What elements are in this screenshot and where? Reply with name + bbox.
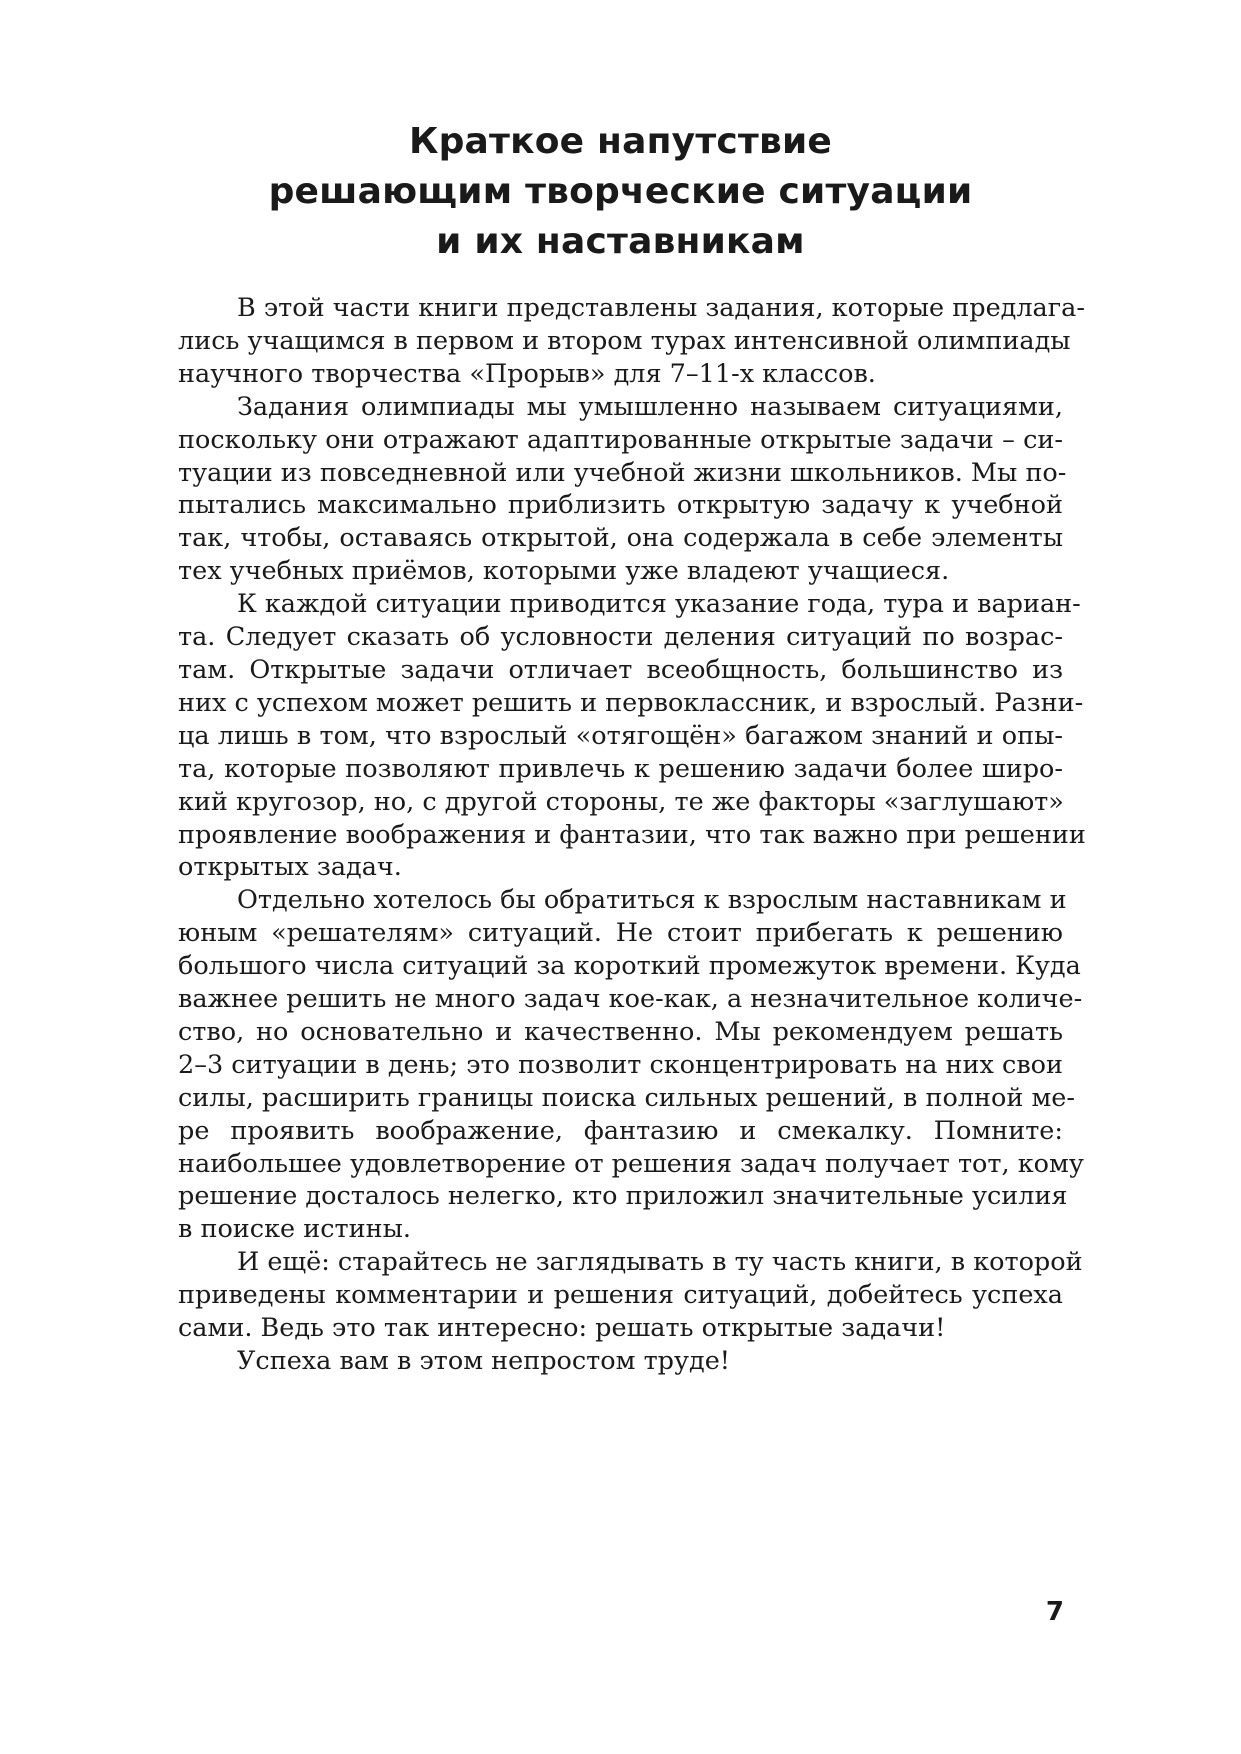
- text-line: поскольку они отражают адаптированные открытые задачи – си-: [178, 424, 1063, 455]
- text-line: В этой части книги представлены задания, которые предлага-: [237, 293, 1085, 323]
- paragraph: [178, 391, 1067, 588]
- text-line: И ещё: старайтесь не заглядывать в ту часть книги, в которой: [237, 1247, 1083, 1278]
- text-line: та. Следует сказать об условности деления ситуаций по возрас-: [178, 622, 1063, 653]
- text-line: К каждой ситуации приводится указание года, тура и вариан-: [237, 589, 1081, 620]
- text-line: там. Открытые задачи отличает всеобщность, большинство из: [178, 654, 1063, 685]
- text-line: тех учебных приёмов, которыми уже владеют учащиеся.: [178, 556, 950, 587]
- title-line: решающим творческие ситуации: [268, 171, 973, 212]
- text-line: Успеха вам в этом непростом труде!: [237, 1346, 731, 1376]
- text-line: 2–3 ситуации в день; это позволит сконцентрировать на них свои: [178, 1049, 1064, 1080]
- text-line: научного творчества «Прорыв» для 7–11-х классов.: [178, 358, 876, 389]
- paragraph: [178, 1246, 1083, 1345]
- paragraph: [178, 588, 1086, 884]
- page-number: 7: [1045, 1597, 1064, 1627]
- text-line: решение досталось нелегко, кто приложил значительные усилия: [178, 1181, 1068, 1212]
- text-line: так, чтобы, оставаясь открытой, она содержала в себе элементы: [178, 523, 1063, 554]
- text-line: Отдельно хотелось бы обратиться к взрослым наставникам и: [237, 885, 1067, 916]
- text-line: лись учащимся в первом и втором турах интенсивной олимпиады: [178, 325, 1071, 356]
- text-line: сами. Ведь это так интересно: решать открытые задачи!: [178, 1313, 946, 1344]
- text-line: важнее решить не много задач кое-как, а незначительное количе-: [178, 984, 1083, 1015]
- title-line: и их наставникам: [436, 221, 805, 262]
- paragraph: [178, 292, 1085, 391]
- text-line: кий кругозор, но, с другой стороны, те же факторы «заглушают»: [178, 786, 1064, 817]
- paragraph: [178, 1345, 1063, 1378]
- text-line: ство, но основательно и качественно. Мы рекомендуем решать: [178, 1016, 1063, 1047]
- text-line: них с успехом может решить и первоклассник, и взрослый. Разни-: [178, 687, 1084, 718]
- page-title: [178, 117, 1063, 267]
- text-line: пытались максимально приблизить открытую задачу к учебной: [178, 490, 1063, 521]
- body-text: [178, 292, 1086, 1378]
- text-line: ре проявить воображение, фантазию и смекалку. Помните:: [178, 1115, 1063, 1146]
- text-line: открытых задач.: [178, 852, 402, 883]
- text-line: в поиске истины.: [178, 1214, 411, 1245]
- text-line: туации из повседневной или учебной жизни школьников. Мы по-: [178, 457, 1067, 488]
- text-line: юным «решателям» ситуаций. Не стоит прибегать к решению: [178, 918, 1063, 949]
- text-line: большого числа ситуаций за короткий промежуток времени. Куда: [178, 951, 1081, 982]
- text-line: Задания олимпиады мы умышленно называем ситуациями,: [237, 391, 1063, 422]
- title-line: Краткое напутствие: [408, 121, 833, 162]
- text-line: силы, расширить границы поиска сильных решений, в полной ме-: [178, 1082, 1076, 1113]
- text-line: проявление воображения и фантазии, что так важно при решении: [178, 819, 1086, 850]
- text-line: та, которые позволяют привлечь к решению задачи более широ-: [178, 753, 1063, 784]
- paragraph: [178, 884, 1084, 1246]
- text-line: ца лишь в том, что взрослый «отягощён» багажом знаний и опы-: [178, 720, 1063, 751]
- text-line: наибольшее удовлетворение от решения задач получает тот, кому: [178, 1148, 1084, 1179]
- text-line: приведены комментарии и решения ситуаций, добейтесь успеха: [178, 1280, 1063, 1311]
